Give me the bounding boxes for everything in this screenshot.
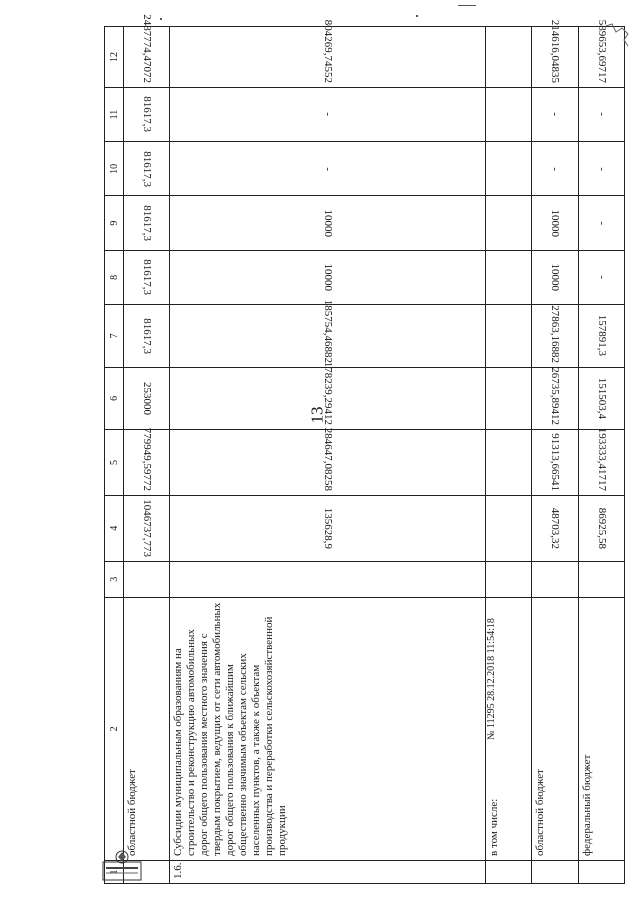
cell-value: 804269,74552: [322, 19, 334, 83]
value-cell: [170, 860, 485, 883]
cell-value: -: [549, 112, 562, 117]
value-cell: [485, 430, 531, 496]
scan-speck: [416, 15, 418, 17]
cell-value: 48703,32: [549, 507, 562, 549]
cell-value: 27863,16882: [549, 304, 562, 363]
row-label-cell: [170, 597, 485, 860]
cell-value: 81617,3: [141, 150, 154, 187]
value-cell: [532, 860, 578, 883]
cell-value: 253000: [141, 381, 154, 415]
header-cell: 8: [105, 250, 124, 304]
cell-value: -: [549, 167, 562, 171]
cell-value: 10000: [322, 263, 334, 292]
value-cell: [485, 495, 531, 561]
coat-of-arms-stamp-icon: [101, 848, 143, 882]
value-cell: [170, 142, 485, 196]
cell-value: 10000: [549, 209, 562, 237]
registration-note: № 11295 28.12.2018 11:54:18: [486, 618, 497, 740]
value-cell: [485, 305, 531, 368]
cell-value: 81617,3: [141, 205, 154, 242]
value-cell: [124, 427, 170, 496]
table-row: [170, 27, 485, 884]
header-cell: 9: [105, 196, 124, 250]
value-cell: [485, 860, 531, 883]
value-cell: [532, 19, 578, 88]
row-label-cell: [532, 597, 578, 860]
margin-mark-icon: [602, 20, 632, 50]
value-cell: [170, 361, 485, 430]
value-cell: [532, 305, 578, 368]
value-cell: [532, 87, 578, 141]
value-cell: [532, 430, 578, 496]
cell-value: 284647,08258: [322, 427, 334, 491]
value-cell: [578, 427, 625, 496]
value-cell: [532, 142, 578, 196]
scan-speck: [458, 5, 476, 6]
value-cell: [532, 250, 578, 304]
header-cell: 6: [105, 367, 124, 430]
table-row: [532, 27, 578, 884]
value-cell: [578, 250, 625, 304]
cell-value: 151503,4: [595, 377, 608, 419]
value-cell: [170, 250, 485, 304]
value-cell: [485, 87, 531, 141]
value-cell: [124, 305, 170, 368]
value-cell: [170, 427, 485, 496]
cell-value: 1046737,773: [141, 498, 154, 557]
row-label: в том числе:: [487, 798, 500, 856]
value-cell: [578, 860, 625, 883]
value-cell: [578, 142, 625, 196]
value-cell: [578, 87, 625, 141]
header-cell: 1: [105, 860, 124, 883]
cell-value: -: [322, 167, 334, 171]
value-cell: [485, 196, 531, 250]
cell-value: -: [595, 112, 608, 117]
header-cell: 12: [105, 27, 124, 88]
cell-value: 178239,29412: [322, 361, 334, 426]
cell-value: 214616,04835: [549, 19, 562, 83]
cell-value: -: [595, 275, 608, 280]
cell-value: 91313,66541: [549, 433, 562, 491]
row-label-cell: [578, 597, 625, 860]
cell-value: 10000: [549, 263, 562, 292]
header-cell: 7: [105, 305, 124, 368]
value-cell: [578, 196, 625, 250]
value-cell: [124, 561, 170, 597]
cell-value: 86925,58: [595, 507, 608, 549]
table-header-row: [105, 27, 124, 884]
value-cell: [532, 196, 578, 250]
value-cell: [532, 495, 578, 561]
header-cell: 5: [105, 430, 124, 496]
table-row: [578, 27, 625, 884]
value-cell: [532, 561, 578, 597]
value-cell: [578, 367, 625, 430]
value-cell: [124, 14, 170, 88]
value-cell: [170, 19, 485, 88]
budget-table-rotated: [104, 14, 625, 884]
value-cell: [485, 367, 531, 430]
value-cell: [124, 250, 170, 304]
cell-value: 81617,3: [141, 259, 154, 296]
value-cell: [485, 142, 531, 196]
value-cell: [124, 367, 170, 430]
cell-value: 81617,3: [141, 96, 154, 133]
value-cell: [170, 561, 485, 597]
page-number: 13: [307, 406, 327, 424]
value-cell: [578, 495, 625, 561]
value-cell: [170, 299, 485, 368]
cell-value: 157891,3: [595, 315, 608, 357]
header-cell: 11: [105, 87, 124, 141]
cell-value: 779949,59772: [141, 427, 154, 491]
cell-value: 10000: [322, 209, 334, 237]
header-cell: 4: [105, 495, 124, 561]
cell-value: 185754,46882: [322, 299, 334, 363]
cell-value: -: [595, 221, 608, 225]
value-cell: [124, 87, 170, 141]
budget-table: [104, 14, 625, 884]
value-cell: [485, 27, 531, 88]
row-label: федеральный бюджет: [580, 754, 593, 856]
cell-value: 1.6.: [172, 862, 185, 879]
cell-value: 589653,69717: [595, 19, 608, 83]
cell-value: 81617,3: [141, 317, 154, 354]
header-cell: 10: [105, 142, 124, 196]
cell-value: 193333,41717: [595, 427, 608, 491]
table-row: [124, 27, 170, 884]
value-cell: [578, 305, 625, 368]
cell-value: 2487774,47072: [141, 14, 154, 83]
table-row: [485, 27, 531, 884]
cell-value: 135628,9: [322, 507, 334, 549]
row-label-cell: [124, 597, 170, 860]
value-cell: [170, 196, 485, 250]
row-label: Субсидии муниципальным образованиям на строительство и реконструкцию автомобильных дорог общего пользования местного значения с твердым покрытием, ведущих от сети автомобильных дорог общего пользования к ближайшим общественно значимым объектам сельских населенных пунктов, а также к объектам производства и переработки сельскохозяйственной продукции: [172, 602, 289, 856]
header-cell: 3: [105, 561, 124, 597]
cell-value: 26735,89412: [549, 367, 562, 426]
value-cell: [124, 495, 170, 561]
cell-value: -: [322, 112, 334, 117]
row-label: областной бюджет: [126, 769, 138, 856]
value-cell: [170, 495, 485, 561]
value-cell: [124, 196, 170, 250]
header-cell: 2: [105, 597, 124, 860]
value-cell: [485, 250, 531, 304]
value-cell: [124, 142, 170, 196]
row-label: областной бюджет: [534, 769, 547, 856]
value-cell: [578, 561, 625, 597]
value-cell: [170, 87, 485, 141]
value-cell: [485, 561, 531, 597]
scan-speck: [160, 18, 162, 20]
cell-value: -: [595, 167, 608, 171]
value-cell: [532, 367, 578, 430]
